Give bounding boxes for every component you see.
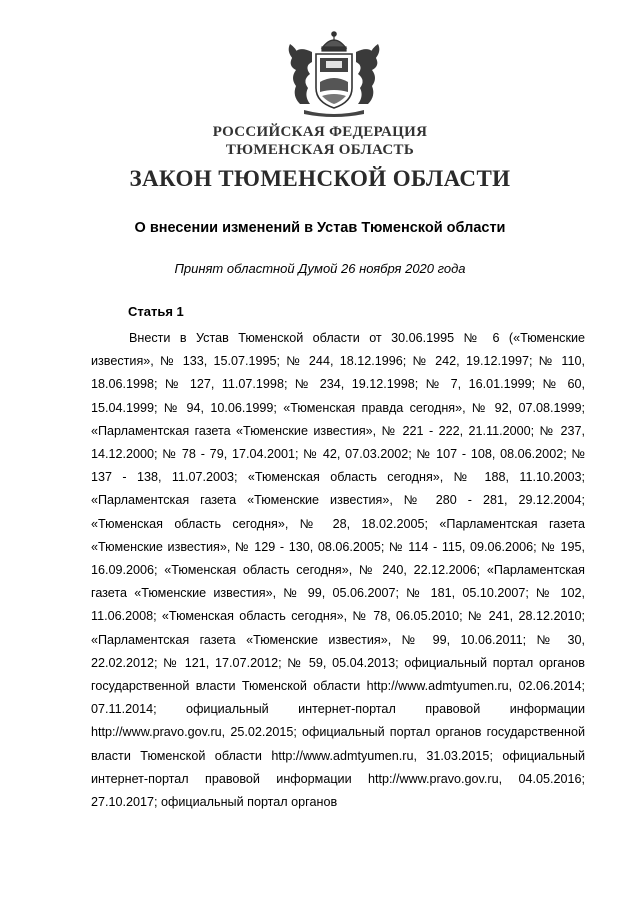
left-supporter-icon	[289, 44, 312, 104]
document-title: О внесении изменений в Устав Тюменской области	[134, 220, 506, 236]
crown-icon	[322, 32, 346, 51]
article-heading: Статья 1	[128, 304, 184, 319]
region-heading: ТЮМЕНСКАЯ ОБЛАСТЬ	[225, 142, 415, 158]
law-heading: ЗАКОН ТЮМЕНСКОЙ ОБЛАСТИ	[129, 166, 511, 191]
right-supporter-icon	[356, 44, 379, 104]
shield-icon	[316, 54, 352, 108]
adoption-note: Принят областной Думой 26 ноября 2020 года	[174, 261, 466, 276]
article-body-text: Внести в Устав Тюменской области от 30.06.1995 № 6 («Тюменские известия», № 133, 15.07.1995; № 244, 18.12.1996; № 242, 19.12.1997; № 110, 18.06.1998; № 127, 11.07.1998; № 234, 19.12.1998; № 7, 16.01.1999; № 60, 15.04.1999; № 94, 10.06.1999; «Тюменская правда сегодня», № 92, 07.08.1999; «Парламентская газета «Тюменские известия», № 221 - 222, 21.11.2000; № 237, 14.12.2000; № 78 - 79, 17.04.2001; № 42, 07.03.2002; № 107 - 108, 08.06.2002; № 137 - 138, 11.07.2003; «Тюменская область сегодня», № 188, 11.10.2003; «Парламентская газета «Тюменские известия», № 280 - 281, 29.12.2004; «Тюменская область сегодня», № 28, 18.02.2005; «Парламентская газета «Тюменские известия», № 129 - 130, 08.06.2005; № 114 - 115, 09.06.2006; № 195, 16.09.2006; «Тюменская область сегодня», № 240, 22.12.2006; «Парламентская газета «Тюменские известия», № 99, 05.06.2007; № 181, 05.10.2007; № 102, 11.06.2008; «Тюменская область сегодня», № 78, 06.05.2010; № 241, 28.12.2010; «Парламентская газета «Тюменские известия», № 99, 10.06.2011; № 30, 22.02.2012; № 121, 17.07.2012; № 59, 05.04.2013; официальный портал органов государственной власти Тюменской области http://www.admtyumen.ru, 02.06.2014; 07.11.2014; официальный интернет-портал правовой информации http://www.pravo.gov.ru, 25.02.2015; официальный портал органов государственной власти Тюменской области http://www.admtyumen.ru, 31.03.2015; официальный интернет-портал правовой информации http://www.pravo.gov.ru, 04.05.2016; 27.10.2017; официальный портал органов	[91, 331, 585, 810]
coat-of-arms-icon	[282, 30, 386, 118]
country-heading: РОССИЙСКАЯ ФЕДЕРАЦИЯ	[212, 124, 428, 140]
